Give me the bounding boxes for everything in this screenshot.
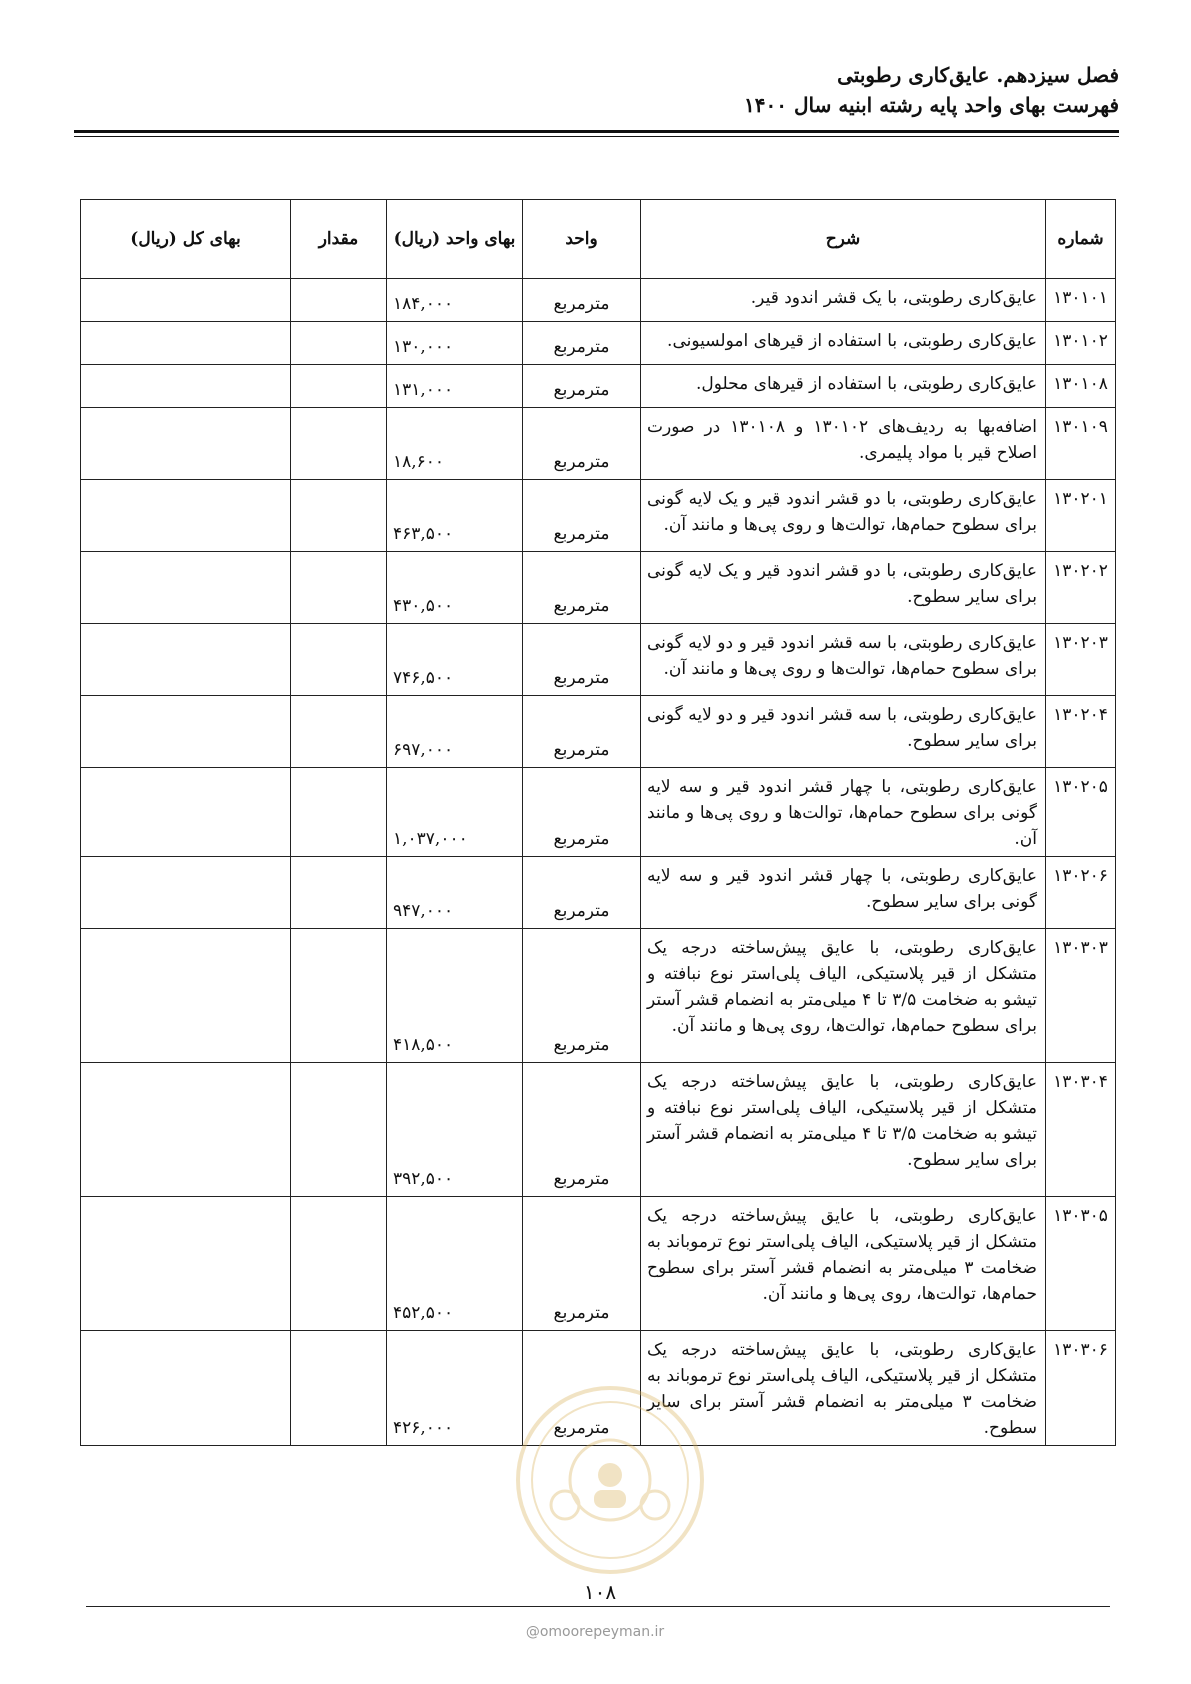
item-total-price (81, 480, 291, 552)
item-unit: مترمربع (523, 768, 641, 857)
item-unit-price: ۱۸۴,۰۰۰ (387, 279, 523, 322)
item-description: عایق‌کاری رطوبتی، با استفاده از قیرهای امولسیونی. (641, 322, 1046, 365)
item-description: عایق‌کاری رطوبتی، با عایق پیش‌ساخته درجه یک متشکل از قیر پلاستیکی، الیاف پلی‌استر نوع ترموباند به ضخامت ۳ میلی‌متر به انضمام قشر آستر برای سطوح حمام‌ها، توالت‌ها، روی پی‌ها و مانند آن. (641, 1197, 1046, 1331)
item-total-price (81, 857, 291, 929)
table-row (81, 857, 1116, 929)
item-unit: مترمربع (523, 857, 641, 929)
item-number: ۱۳۰۳۰۳ (1046, 929, 1116, 1063)
item-quantity (291, 365, 387, 408)
item-unit: مترمربع (523, 1063, 641, 1197)
item-unit-price: ۱,۰۳۷,۰۰۰ (387, 768, 523, 857)
item-description: عایق‌کاری رطوبتی، با عایق پیش‌ساخته درجه یک متشکل از قیر پلاستیکی، الیاف پلی‌استر نوع ترموباند به ضخامت ۳ میلی‌متر به انضمام قشر آستر برای سایر سطوح. (641, 1331, 1046, 1446)
table-header-row (81, 200, 1116, 279)
item-quantity (291, 696, 387, 768)
item-quantity (291, 279, 387, 322)
item-unit-price: ۴۳۰,۵۰۰ (387, 552, 523, 624)
item-quantity (291, 768, 387, 857)
item-number: ۱۳۰۱۰۹ (1046, 408, 1116, 480)
item-unit-price: ۱۳۰,۰۰۰ (387, 322, 523, 365)
item-description: عایق‌کاری رطوبتی، با چهار قشر اندود قیر و سه لایه گونی برای سطوح حمام‌ها، توالت‌ها و روی پی‌ها و مانند آن. (641, 768, 1046, 857)
col-header-number: شماره (1046, 200, 1116, 279)
item-total-price (81, 624, 291, 696)
item-unit: مترمربع (523, 408, 641, 480)
table-row (81, 696, 1116, 768)
item-unit-price: ۹۴۷,۰۰۰ (387, 857, 523, 929)
item-number: ۱۳۰۱۰۲ (1046, 322, 1116, 365)
item-number: ۱۳۰۱۰۸ (1046, 365, 1116, 408)
item-unit-price: ۱۸,۶۰۰ (387, 408, 523, 480)
item-number: ۱۳۰۲۰۱ (1046, 480, 1116, 552)
item-number: ۱۳۰۲۰۶ (1046, 857, 1116, 929)
item-description: عایق‌کاری رطوبتی، با دو قشر اندود قیر و یک لایه گونی برای سایر سطوح. (641, 552, 1046, 624)
item-description: اضافه‌بها به ردیف‌های ۱۳۰۱۰۲ و ۱۳۰۱۰۸ در صورت اصلاح قیر با مواد پلیمری. (641, 408, 1046, 480)
table-row (81, 279, 1116, 322)
item-number: ۱۳۰۳۰۴ (1046, 1063, 1116, 1197)
item-description: عایق‌کاری رطوبتی، با دو قشر اندود قیر و یک لایه گونی برای سطوح حمام‌ها، توالت‌ها و روی پی‌ها و مانند آن. (641, 480, 1046, 552)
item-quantity (291, 408, 387, 480)
table-row (81, 1197, 1116, 1331)
item-total-price (81, 322, 291, 365)
item-description: عایق‌کاری رطوبتی، با سه قشر اندود قیر و دو لایه گونی برای سطوح حمام‌ها، توالت‌ها و روی پی‌ها و مانند آن. (641, 624, 1046, 696)
item-number: ۱۳۰۳۰۶ (1046, 1331, 1116, 1446)
item-unit: مترمربع (523, 279, 641, 322)
price-table (80, 199, 1116, 1446)
item-number: ۱۳۰۲۰۴ (1046, 696, 1116, 768)
table-row (81, 322, 1116, 365)
item-number: ۱۳۰۲۰۳ (1046, 624, 1116, 696)
item-description: عایق‌کاری رطوبتی، با سه قشر اندود قیر و دو لایه گونی برای سایر سطوح. (641, 696, 1046, 768)
item-unit-price: ۴۵۲,۵۰۰ (387, 1197, 523, 1331)
item-total-price (81, 1197, 291, 1331)
header-rule-thick (74, 130, 1119, 133)
item-description: عایق‌کاری رطوبتی، با عایق پیش‌ساخته درجه یک متشکل از قیر پلاستیکی، الیاف پلی‌استر نوع نبافته و تیشو به ضخامت ۳/۵ تا ۴ میلی‌متر به انضمام قشر آستر برای سایر سطوح. (641, 1063, 1046, 1197)
price-list-title: فهرست بهای واحد پایه رشته ابنیه سال ۱۴۰۰ (744, 93, 1119, 117)
item-quantity (291, 1331, 387, 1446)
col-header-unit: واحد (523, 200, 641, 279)
item-number: ۱۳۰۲۰۲ (1046, 552, 1116, 624)
item-total-price (81, 929, 291, 1063)
item-unit: مترمربع (523, 1331, 641, 1446)
item-description: عایق‌کاری رطوبتی، با یک قشر اندود قیر. (641, 279, 1046, 322)
table-row (81, 480, 1116, 552)
item-unit: مترمربع (523, 365, 641, 408)
item-description: عایق‌کاری رطوبتی، با عایق پیش‌ساخته درجه یک متشکل از قیر پلاستیکی، الیاف پلی‌استر نوع نبافته و تیشو به ضخامت ۳/۵ تا ۴ میلی‌متر به انضمام قشر آستر برای سطوح حمام‌ها، توالت‌ها، روی پی‌ها و مانند آن. (641, 929, 1046, 1063)
col-header-quantity: مقدار (291, 200, 387, 279)
table-row (81, 365, 1116, 408)
item-quantity (291, 929, 387, 1063)
item-total-price (81, 768, 291, 857)
item-unit: مترمربع (523, 322, 641, 365)
table-row (81, 408, 1116, 480)
item-unit: مترمربع (523, 696, 641, 768)
item-total-price (81, 552, 291, 624)
item-total-price (81, 1331, 291, 1446)
item-quantity (291, 322, 387, 365)
table-row (81, 624, 1116, 696)
item-unit: مترمربع (523, 552, 641, 624)
item-unit-price: ۴۱۸,۵۰۰ (387, 929, 523, 1063)
item-quantity (291, 1197, 387, 1331)
col-header-total-price: بهای کل (ریال) (81, 200, 291, 279)
item-unit: مترمربع (523, 1197, 641, 1331)
item-number: ۱۳۰۱۰۱ (1046, 279, 1116, 322)
table-row (81, 1331, 1116, 1446)
page-header (74, 60, 1119, 120)
item-total-price (81, 696, 291, 768)
item-unit-price: ۳۹۲,۵۰۰ (387, 1063, 523, 1197)
page-number: ۱۰۸ (583, 1580, 617, 1604)
item-total-price (81, 1063, 291, 1197)
item-unit: مترمربع (523, 624, 641, 696)
table-row (81, 768, 1116, 857)
table-row (81, 929, 1116, 1063)
table-body (81, 279, 1116, 1446)
item-unit-price: ۱۳۱,۰۰۰ (387, 365, 523, 408)
item-unit-price: ۶۹۷,۰۰۰ (387, 696, 523, 768)
item-total-price (81, 408, 291, 480)
item-unit-price: ۷۴۶,۵۰۰ (387, 624, 523, 696)
item-unit: مترمربع (523, 929, 641, 1063)
website-label: @omoorepeyman.ir (525, 1624, 665, 1640)
item-total-price (81, 279, 291, 322)
item-description: عایق‌کاری رطوبتی، با چهار قشر اندود قیر و سه لایه گونی برای سایر سطوح. (641, 857, 1046, 929)
item-unit-price: ۴۲۶,۰۰۰ (387, 1331, 523, 1446)
item-unit: مترمربع (523, 480, 641, 552)
chapter-title: فصل سیزدهم. عایق‌کاری رطوبتی (837, 63, 1119, 87)
header-rule-thin (74, 136, 1119, 137)
col-header-unit-price: بهای واحد (ریال) (387, 200, 523, 279)
item-quantity (291, 624, 387, 696)
col-header-description: شرح (641, 200, 1046, 279)
item-quantity (291, 1063, 387, 1197)
item-total-price (81, 365, 291, 408)
item-quantity (291, 857, 387, 929)
item-unit-price: ۴۶۳,۵۰۰ (387, 480, 523, 552)
item-number: ۱۳۰۳۰۵ (1046, 1197, 1116, 1331)
item-quantity (291, 552, 387, 624)
footer-rule (86, 1606, 1110, 1607)
item-description: عایق‌کاری رطوبتی، با استفاده از قیرهای محلول. (641, 365, 1046, 408)
item-quantity (291, 480, 387, 552)
table-row (81, 1063, 1116, 1197)
item-number: ۱۳۰۲۰۵ (1046, 768, 1116, 857)
table-row (81, 552, 1116, 624)
